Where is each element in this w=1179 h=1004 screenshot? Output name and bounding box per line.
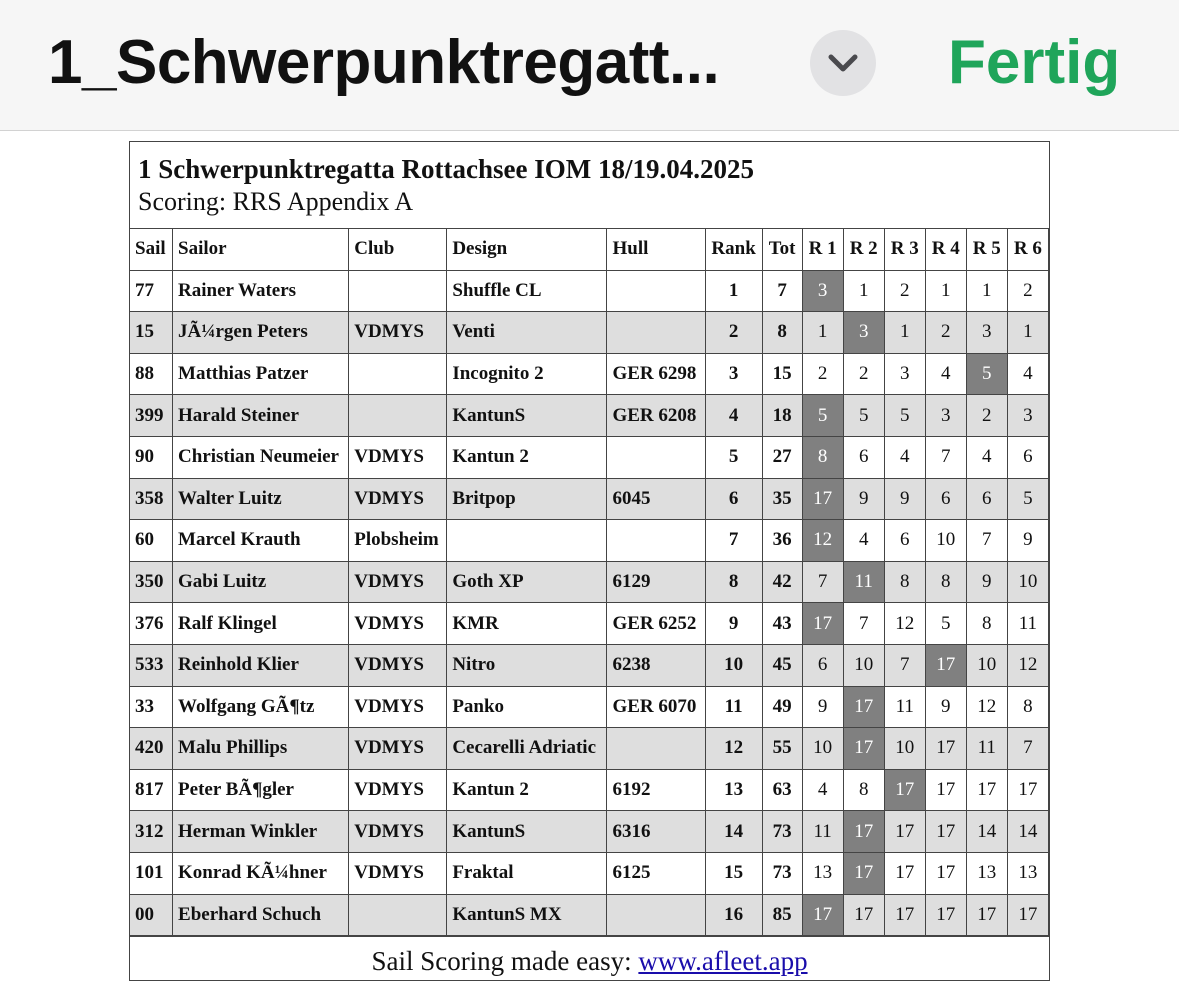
- race-3-cell: 17: [884, 894, 925, 936]
- hull-cell: [607, 894, 705, 936]
- race-5-cell: 9: [966, 561, 1007, 603]
- race-5-cell: 13: [966, 852, 1007, 894]
- race-3-cell: 12: [884, 603, 925, 645]
- race-1-cell: 10: [802, 728, 843, 770]
- table-row: [130, 520, 1049, 562]
- rank-cell: 15: [705, 852, 762, 894]
- race-2-cell: 11: [843, 561, 884, 603]
- club-cell: VDMYS: [349, 644, 447, 686]
- sailor-cell: Walter Luitz: [173, 478, 349, 520]
- tot-cell: 7: [762, 270, 802, 312]
- design-cell: KMR: [447, 603, 607, 645]
- top-bar: [0, 0, 1179, 131]
- hull-cell: GER 6070: [607, 686, 705, 728]
- sail-cell: 376: [130, 603, 173, 645]
- race-1-cell: 9: [802, 686, 843, 728]
- race-1-cell: 17: [802, 603, 843, 645]
- race-2-cell: 4: [843, 520, 884, 562]
- club-cell: VDMYS: [349, 728, 447, 770]
- table-row: [130, 728, 1049, 770]
- document-title[interactable]: 1_Schwerpunktregatt...: [48, 28, 720, 97]
- sailor-cell: Matthias Patzer: [173, 353, 349, 395]
- club-cell: [349, 270, 447, 312]
- tot-cell: 63: [762, 769, 802, 811]
- race-2-cell: 10: [843, 644, 884, 686]
- tot-cell: 42: [762, 561, 802, 603]
- race-5-cell: 10: [966, 644, 1007, 686]
- design-cell: Venti: [447, 312, 607, 354]
- design-cell: KantunS: [447, 395, 607, 437]
- sail-cell: 15: [130, 312, 173, 354]
- race-1-cell: 6: [802, 644, 843, 686]
- sail-cell: 101: [130, 852, 173, 894]
- race-5-cell: 14: [966, 811, 1007, 853]
- race-5-cell: 1: [966, 270, 1007, 312]
- club-cell: VDMYS: [349, 769, 447, 811]
- sail-cell: 00: [130, 894, 173, 936]
- race-2-cell: 17: [843, 728, 884, 770]
- table-row: [130, 603, 1049, 645]
- sail-cell: 90: [130, 436, 173, 478]
- sail-cell: 88: [130, 353, 173, 395]
- sailor-cell: Herman Winkler: [173, 811, 349, 853]
- race-1-cell: 4: [802, 769, 843, 811]
- design-cell: Incognito 2: [447, 353, 607, 395]
- race-2-cell: 3: [843, 312, 884, 354]
- results-table: [129, 228, 1049, 936]
- tot-cell: 27: [762, 436, 802, 478]
- race-4-cell: 10: [925, 520, 966, 562]
- tot-cell: 55: [762, 728, 802, 770]
- design-cell: Shuffle CL: [447, 270, 607, 312]
- rank-cell: 8: [705, 561, 762, 603]
- rank-cell: 13: [705, 769, 762, 811]
- race-1-cell: 7: [802, 561, 843, 603]
- race-3-cell: 9: [884, 478, 925, 520]
- hull-cell: [607, 520, 705, 562]
- sailor-cell: Marcel Krauth: [173, 520, 349, 562]
- sailor-cell: Reinhold Klier: [173, 644, 349, 686]
- race-4-cell: 2: [925, 312, 966, 354]
- race-5-cell: 17: [966, 894, 1007, 936]
- race-1-cell: 13: [802, 852, 843, 894]
- race-2-cell: 8: [843, 769, 884, 811]
- tot-cell: 18: [762, 395, 802, 437]
- scoring-system: Scoring: RRS Appendix A: [138, 187, 414, 216]
- race-2-cell: 6: [843, 436, 884, 478]
- race-5-cell: 2: [966, 395, 1007, 437]
- column-header-sail: Sail: [130, 229, 173, 271]
- table-row: [130, 270, 1049, 312]
- race-3-cell: 10: [884, 728, 925, 770]
- club-cell: VDMYS: [349, 686, 447, 728]
- race-5-cell: 11: [966, 728, 1007, 770]
- hull-cell: [607, 436, 705, 478]
- race-4-cell: 4: [925, 353, 966, 395]
- race-5-cell: 12: [966, 686, 1007, 728]
- race-1-cell: 17: [802, 894, 843, 936]
- document-header: [130, 142, 1049, 228]
- hull-cell: [607, 270, 705, 312]
- rank-cell: 7: [705, 520, 762, 562]
- column-header-hull: Hull: [607, 229, 705, 271]
- design-cell: Kantun 2: [447, 436, 607, 478]
- tot-cell: 8: [762, 312, 802, 354]
- race-3-cell: 1: [884, 312, 925, 354]
- race-4-cell: 6: [925, 478, 966, 520]
- sailor-cell: JÃ¼rgen Peters: [173, 312, 349, 354]
- race-5-cell: 8: [966, 603, 1007, 645]
- race-2-cell: 17: [843, 852, 884, 894]
- design-cell: Fraktal: [447, 852, 607, 894]
- design-cell: [447, 520, 607, 562]
- column-header-rank: Rank: [705, 229, 762, 271]
- race-3-cell: 5: [884, 395, 925, 437]
- race-6-cell: 17: [1007, 769, 1048, 811]
- design-cell: Britpop: [447, 478, 607, 520]
- column-header-r-2: R 2: [843, 229, 884, 271]
- sailor-cell: Gabi Luitz: [173, 561, 349, 603]
- column-header-r-4: R 4: [925, 229, 966, 271]
- race-6-cell: 13: [1007, 852, 1048, 894]
- table-row: [130, 894, 1049, 936]
- sail-cell: 399: [130, 395, 173, 437]
- club-cell: VDMYS: [349, 811, 447, 853]
- race-3-cell: 8: [884, 561, 925, 603]
- table-row: [130, 561, 1049, 603]
- rank-cell: 4: [705, 395, 762, 437]
- race-4-cell: 9: [925, 686, 966, 728]
- hull-cell: 6045: [607, 478, 705, 520]
- tot-cell: 35: [762, 478, 802, 520]
- rank-cell: 16: [705, 894, 762, 936]
- column-header-r-3: R 3: [884, 229, 925, 271]
- tot-cell: 73: [762, 811, 802, 853]
- sailor-cell: Wolfgang GÃ¶tz: [173, 686, 349, 728]
- race-3-cell: 2: [884, 270, 925, 312]
- race-6-cell: 2: [1007, 270, 1048, 312]
- column-header-r-6: R 6: [1007, 229, 1048, 271]
- race-1-cell: 12: [802, 520, 843, 562]
- club-cell: [349, 353, 447, 395]
- sail-cell: 533: [130, 644, 173, 686]
- race-5-cell: 3: [966, 312, 1007, 354]
- tot-cell: 49: [762, 686, 802, 728]
- design-cell: Goth XP: [447, 561, 607, 603]
- race-4-cell: 17: [925, 894, 966, 936]
- title-menu-button[interactable]: [810, 30, 876, 96]
- hull-cell: GER 6252: [607, 603, 705, 645]
- table-row: [130, 769, 1049, 811]
- table-row: [130, 686, 1049, 728]
- hull-cell: 6238: [607, 644, 705, 686]
- race-5-cell: 7: [966, 520, 1007, 562]
- event-title: 1 Schwerpunktregatta Rottachsee IOM 18/19.04.2025: [138, 154, 754, 184]
- design-cell: Cecarelli Adriatic: [447, 728, 607, 770]
- rank-cell: 6: [705, 478, 762, 520]
- table-row: [130, 312, 1049, 354]
- rank-cell: 11: [705, 686, 762, 728]
- race-1-cell: 11: [802, 811, 843, 853]
- race-2-cell: 2: [843, 353, 884, 395]
- race-3-cell: 4: [884, 436, 925, 478]
- race-6-cell: 4: [1007, 353, 1048, 395]
- club-cell: VDMYS: [349, 436, 447, 478]
- race-4-cell: 17: [925, 852, 966, 894]
- club-cell: VDMYS: [349, 561, 447, 603]
- race-6-cell: 17: [1007, 894, 1048, 936]
- race-4-cell: 17: [925, 728, 966, 770]
- race-6-cell: 3: [1007, 395, 1048, 437]
- sailor-cell: Christian Neumeier: [173, 436, 349, 478]
- sail-cell: 350: [130, 561, 173, 603]
- design-cell: KantunS MX: [447, 894, 607, 936]
- race-4-cell: 7: [925, 436, 966, 478]
- race-4-cell: 17: [925, 811, 966, 853]
- column-header-r-5: R 5: [966, 229, 1007, 271]
- race-2-cell: 5: [843, 395, 884, 437]
- table-row: [130, 852, 1049, 894]
- race-3-cell: 3: [884, 353, 925, 395]
- race-3-cell: 17: [884, 852, 925, 894]
- rank-cell: 14: [705, 811, 762, 853]
- hull-cell: GER 6208: [607, 395, 705, 437]
- hull-cell: 6316: [607, 811, 705, 853]
- table-header-row: [130, 229, 1049, 271]
- afleet-link[interactable]: www.afleet.app: [638, 946, 808, 977]
- column-header-r-1: R 1: [802, 229, 843, 271]
- sailor-cell: Malu Phillips: [173, 728, 349, 770]
- race-3-cell: 7: [884, 644, 925, 686]
- race-5-cell: 4: [966, 436, 1007, 478]
- race-5-cell: 17: [966, 769, 1007, 811]
- club-cell: VDMYS: [349, 852, 447, 894]
- sail-cell: 33: [130, 686, 173, 728]
- column-header-club: Club: [349, 229, 447, 271]
- club-cell: VDMYS: [349, 312, 447, 354]
- race-2-cell: 17: [843, 894, 884, 936]
- race-6-cell: 11: [1007, 603, 1048, 645]
- race-1-cell: 5: [802, 395, 843, 437]
- rank-cell: 12: [705, 728, 762, 770]
- race-2-cell: 17: [843, 811, 884, 853]
- race-6-cell: 7: [1007, 728, 1048, 770]
- race-6-cell: 12: [1007, 644, 1048, 686]
- table-row: [130, 436, 1049, 478]
- table-row: [130, 353, 1049, 395]
- race-3-cell: 17: [884, 811, 925, 853]
- race-5-cell: 6: [966, 478, 1007, 520]
- hull-cell: 6125: [607, 852, 705, 894]
- club-cell: [349, 894, 447, 936]
- race-4-cell: 3: [925, 395, 966, 437]
- race-1-cell: 2: [802, 353, 843, 395]
- club-cell: [349, 395, 447, 437]
- race-4-cell: 17: [925, 644, 966, 686]
- chevron-down-icon: [827, 49, 859, 77]
- footer: [130, 936, 1049, 985]
- design-cell: Panko: [447, 686, 607, 728]
- race-6-cell: 5: [1007, 478, 1048, 520]
- hull-cell: 6192: [607, 769, 705, 811]
- race-1-cell: 3: [802, 270, 843, 312]
- hull-cell: GER 6298: [607, 353, 705, 395]
- club-cell: VDMYS: [349, 478, 447, 520]
- sailor-cell: Rainer Waters: [173, 270, 349, 312]
- tot-cell: 45: [762, 644, 802, 686]
- rank-cell: 9: [705, 603, 762, 645]
- club-cell: VDMYS: [349, 603, 447, 645]
- sail-cell: 77: [130, 270, 173, 312]
- sailor-cell: Ralf Klingel: [173, 603, 349, 645]
- race-3-cell: 17: [884, 769, 925, 811]
- sail-cell: 358: [130, 478, 173, 520]
- tot-cell: 73: [762, 852, 802, 894]
- sailor-cell: Harald Steiner: [173, 395, 349, 437]
- race-2-cell: 9: [843, 478, 884, 520]
- table-row: [130, 478, 1049, 520]
- tot-cell: 15: [762, 353, 802, 395]
- done-button[interactable]: Fertig: [948, 28, 1121, 97]
- column-header-design: Design: [447, 229, 607, 271]
- sail-cell: 420: [130, 728, 173, 770]
- race-6-cell: 6: [1007, 436, 1048, 478]
- rank-cell: 1: [705, 270, 762, 312]
- rank-cell: 3: [705, 353, 762, 395]
- column-header-tot: Tot: [762, 229, 802, 271]
- race-4-cell: 8: [925, 561, 966, 603]
- hull-cell: 6129: [607, 561, 705, 603]
- footer-text: Sail Scoring made easy:: [371, 946, 639, 977]
- race-2-cell: 1: [843, 270, 884, 312]
- race-6-cell: 10: [1007, 561, 1048, 603]
- race-4-cell: 17: [925, 769, 966, 811]
- race-6-cell: 14: [1007, 811, 1048, 853]
- tot-cell: 43: [762, 603, 802, 645]
- race-4-cell: 5: [925, 603, 966, 645]
- race-1-cell: 1: [802, 312, 843, 354]
- tot-cell: 85: [762, 894, 802, 936]
- race-6-cell: 8: [1007, 686, 1048, 728]
- race-6-cell: 1: [1007, 312, 1048, 354]
- sail-cell: 60: [130, 520, 173, 562]
- tot-cell: 36: [762, 520, 802, 562]
- table-row: [130, 811, 1049, 853]
- design-cell: KantunS: [447, 811, 607, 853]
- race-2-cell: 17: [843, 686, 884, 728]
- race-3-cell: 6: [884, 520, 925, 562]
- design-cell: Kantun 2: [447, 769, 607, 811]
- sailor-cell: Peter BÃ¶gler: [173, 769, 349, 811]
- table-row: [130, 395, 1049, 437]
- club-cell: Plobsheim: [349, 520, 447, 562]
- hull-cell: [607, 728, 705, 770]
- results-document: [129, 141, 1050, 981]
- race-5-cell: 5: [966, 353, 1007, 395]
- table-row: [130, 644, 1049, 686]
- column-header-sailor: Sailor: [173, 229, 349, 271]
- race-1-cell: 8: [802, 436, 843, 478]
- rank-cell: 2: [705, 312, 762, 354]
- sailor-cell: Konrad KÃ¼hner: [173, 852, 349, 894]
- race-4-cell: 1: [925, 270, 966, 312]
- sail-cell: 312: [130, 811, 173, 853]
- sail-cell: 817: [130, 769, 173, 811]
- race-6-cell: 9: [1007, 520, 1048, 562]
- race-1-cell: 17: [802, 478, 843, 520]
- race-2-cell: 7: [843, 603, 884, 645]
- rank-cell: 10: [705, 644, 762, 686]
- rank-cell: 5: [705, 436, 762, 478]
- design-cell: Nitro: [447, 644, 607, 686]
- race-3-cell: 11: [884, 686, 925, 728]
- sailor-cell: Eberhard Schuch: [173, 894, 349, 936]
- hull-cell: [607, 312, 705, 354]
